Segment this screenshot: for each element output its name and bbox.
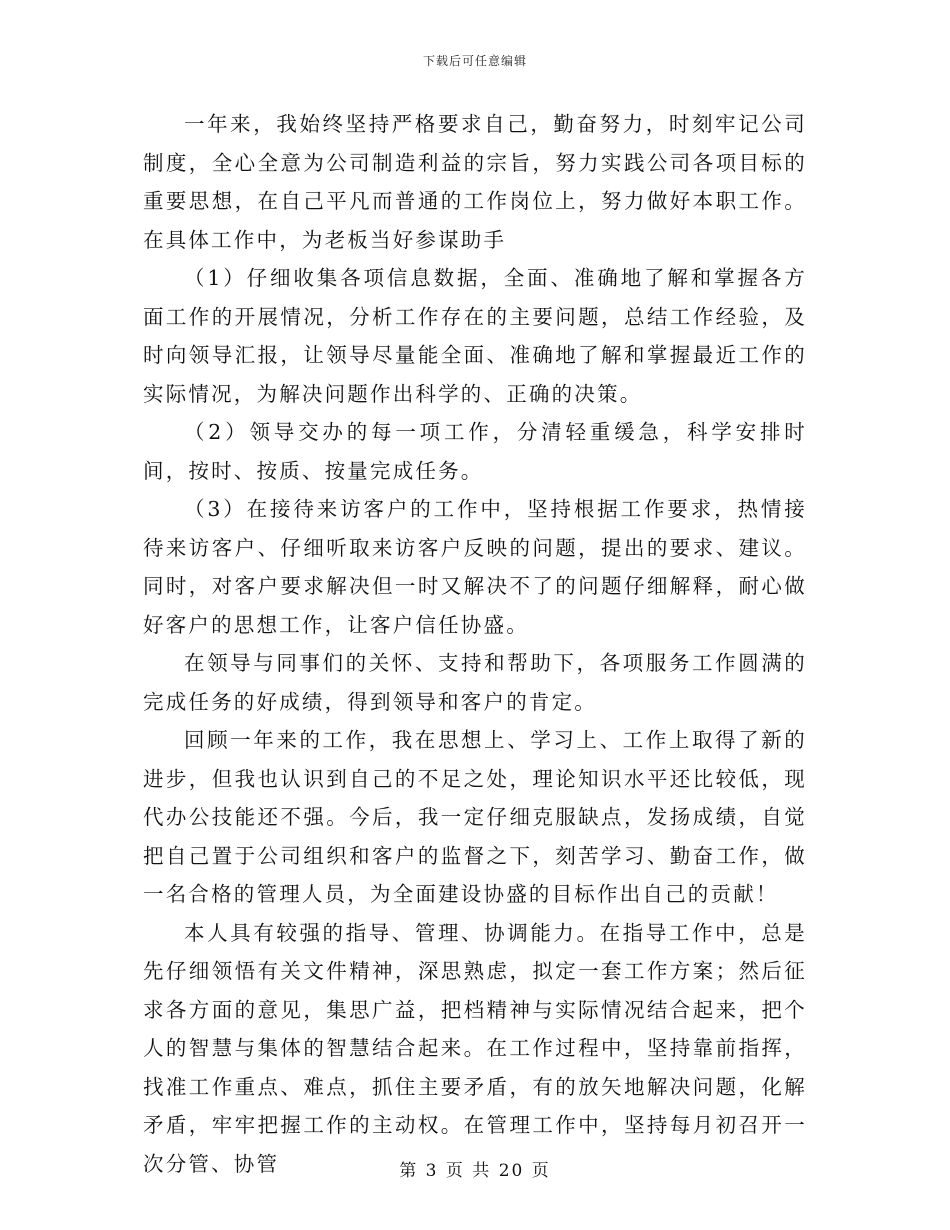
paragraph-review: 回顾一年来的工作，我在思想上、学习上、工作上取得了新的进步，但我也认识到自己的不足之处，理论知识水平还比较低，现代办公技能还不强。今后，我一定仔细克服缺点，发扬成绩，自觉把自己置于公司组织和客户的监督之下，刻苦学习、勤奋工作，做一名合格的管理人员，为全面建设协盛的目标作出自己的贡献！ — [143, 728, 807, 906]
paragraph-abilities: 本人具有较强的指导、管理、协调能力。在指导工作中，总是先仔细领悟有关文件精神，深思熟虑，拟定一套工作方案；然后征求各方面的意见，集思广益，把档精神与实际情况结合起来，把个人的智慧与集体的智慧结合起来。在工作过程中，坚持靠前指挥，找准工作重点、难点，抓住主要矛盾，有的放矢地解决问题，化解矛盾，牢牢把握工作的主动权。在管理工作中，坚持每月初召开一次分管、协管 — [143, 920, 807, 1176]
paragraph-item-3: （3）在接待来访客户的工作中，坚持根据工作要求，热情接待来访客户、仔细听取来访客户反映的问题，提出的要求、建议。同时，对客户要求解决但一时又解决不了的问题仔细解释，耐心做好客户的思想工作，让客户信任协盛。 — [143, 497, 807, 637]
document-body — [143, 105, 807, 1183]
paragraph-item-2: （2）领导交办的每一项工作，分清轻重缓急，科学安排时间，按时、按质、按量完成任务。 — [143, 420, 807, 483]
paragraph-item-1: （1）仔细收集各项信息数据，全面、准确地了解和掌握各方面工作的开展情况，分析工作存在的主要问题，总结工作经验，及时向领导汇报，让领导尽量能全面、准确地了解和掌握最近工作的实际情况，为解决问题作出科学的、正确的决策。 — [143, 266, 807, 406]
header-note: 下载后可任意编辑 — [422, 54, 527, 68]
paragraph-intro: 一年来，我始终坚持严格要求自己，勤奋努力，时刻牢记公司制度，全心全意为公司制造利益的宗旨，努力实践公司各项目标的重要思想，在自己平凡而普通的工作岗位上，努力做好本职工作。在具体工作中，为老板当好参谋助手 — [143, 112, 807, 252]
paragraph-achievement: 在领导与同事们的关怀、支持和帮助下，各项服务工作圆满的完成任务的好成绩，得到领导和客户的肯定。 — [143, 651, 807, 714]
page-number-footer: 第 3 页 共 20 页 — [399, 1161, 551, 1181]
